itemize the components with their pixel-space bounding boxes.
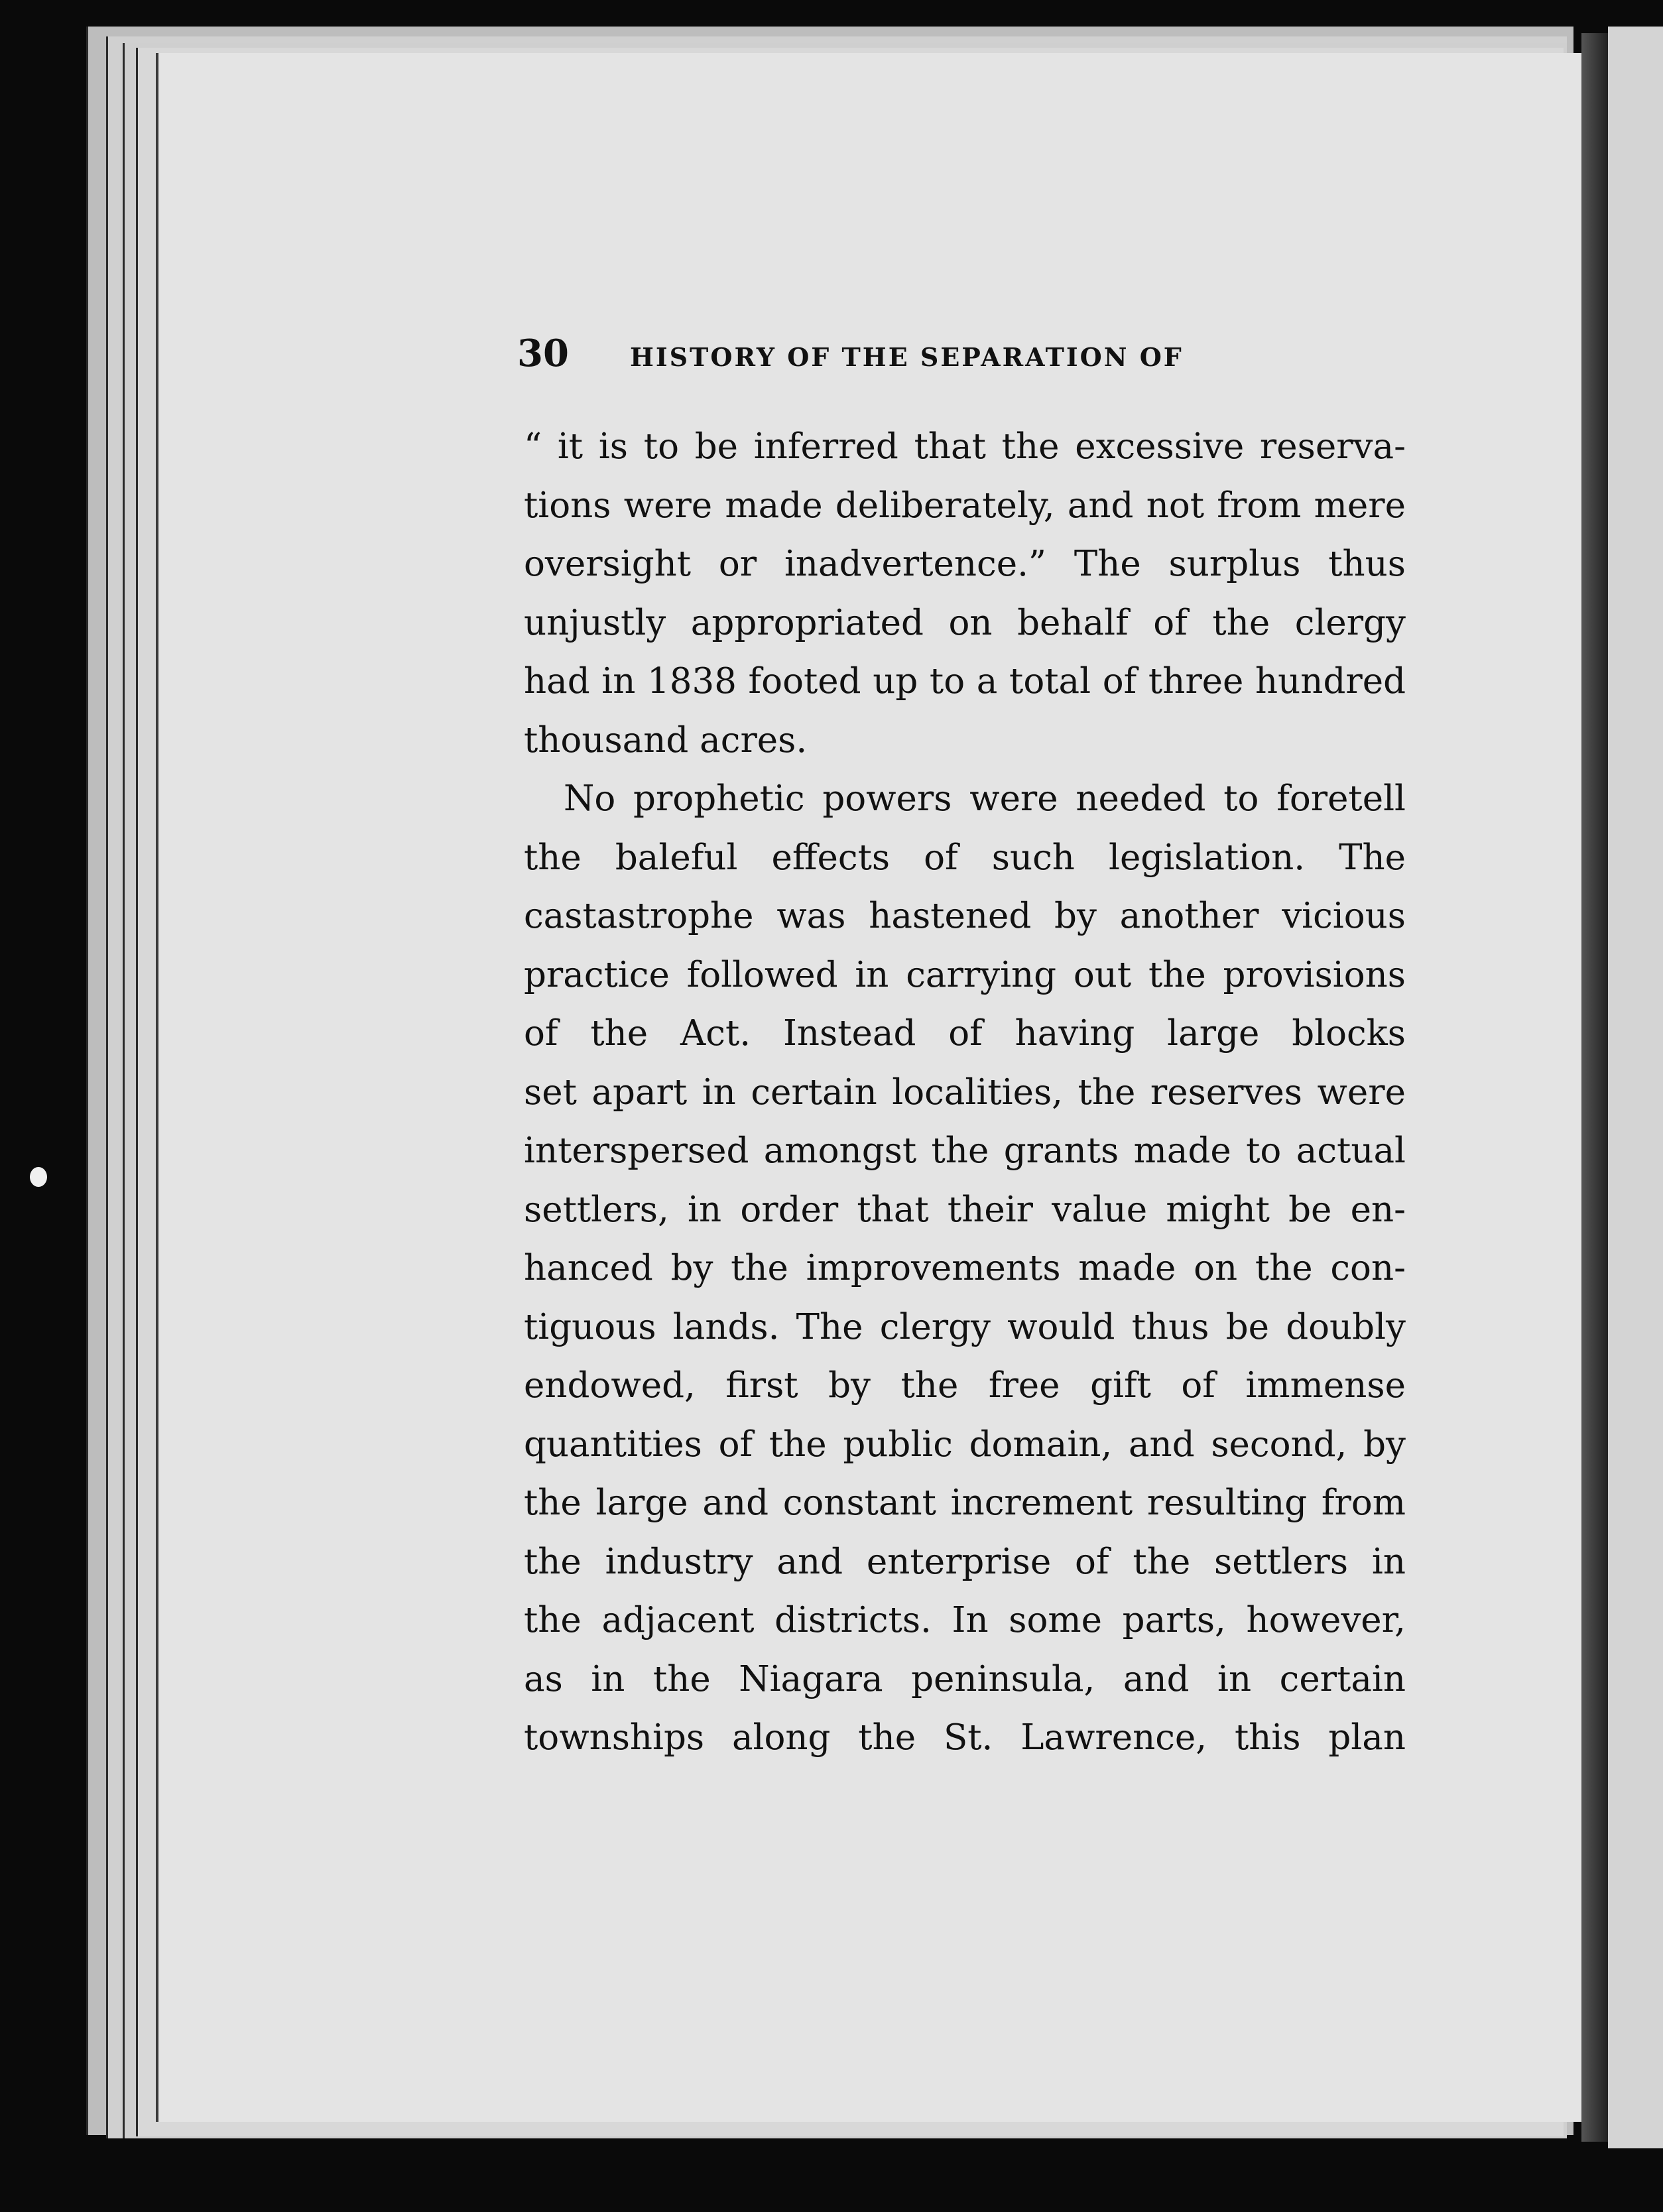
running-head bbox=[517, 332, 1280, 391]
text-line: of the Act. Instead of having large blocks bbox=[524, 1013, 1406, 1054]
text-line: thousand acres. bbox=[524, 719, 808, 761]
text-line: the baleful effects of such legislation. The bbox=[524, 837, 1406, 878]
text-line: tiguous lands. The clergy would thus be doubly bbox=[524, 1306, 1406, 1347]
text-line: castastrophe was hastened by another vicious bbox=[524, 896, 1406, 936]
text-line: interspersed amongst the grants made to actual bbox=[524, 1131, 1406, 1171]
text-line: the large and constant increment resulting from bbox=[524, 1483, 1406, 1523]
text-line: the industry and enterprise of the settlers in bbox=[524, 1541, 1406, 1582]
text-line: settlers, in order that their value might be en- bbox=[524, 1189, 1406, 1230]
text-line: oversight or inadvertence.” The surplus thus bbox=[524, 544, 1406, 584]
text-line: townships along the St. Lawrence, this plan bbox=[524, 1717, 1406, 1758]
text-line: hanced by the improvements made on the con- bbox=[524, 1248, 1406, 1288]
body-text bbox=[524, 418, 1406, 1768]
page-number: 30 bbox=[517, 332, 569, 375]
text-line: the adjacent districts. In some parts, however, bbox=[524, 1600, 1406, 1640]
text-line: tions were made deliberately, and not from mere bbox=[524, 485, 1406, 526]
running-head-title: HISTORY OF THE SEPARATION OF bbox=[629, 342, 1184, 372]
text-line: endowed, first by the free gift of immense bbox=[524, 1365, 1406, 1406]
text-line: unjustly appropriated on behalf of the clergy bbox=[524, 602, 1406, 643]
text-line: quantities of the public domain, and second, by bbox=[524, 1424, 1406, 1465]
text-line: practice followed in carrying out the provisions bbox=[524, 954, 1406, 995]
text-line: had in 1838 footed up to a total of three hundred bbox=[524, 661, 1406, 702]
text-line: as in the Niagara peninsula, and in certain bbox=[524, 1658, 1406, 1699]
text-line: “ it is to be inferred that the excessive reserva- bbox=[524, 426, 1406, 467]
scan-speck bbox=[30, 1167, 47, 1187]
gutter-shadow bbox=[1581, 33, 1608, 2142]
facing-page-edge bbox=[1608, 27, 1663, 2148]
text-line: set apart in certain localities, the reserves were bbox=[524, 1072, 1406, 1113]
text-line: No prophetic powers were needed to foretell bbox=[564, 778, 1406, 819]
